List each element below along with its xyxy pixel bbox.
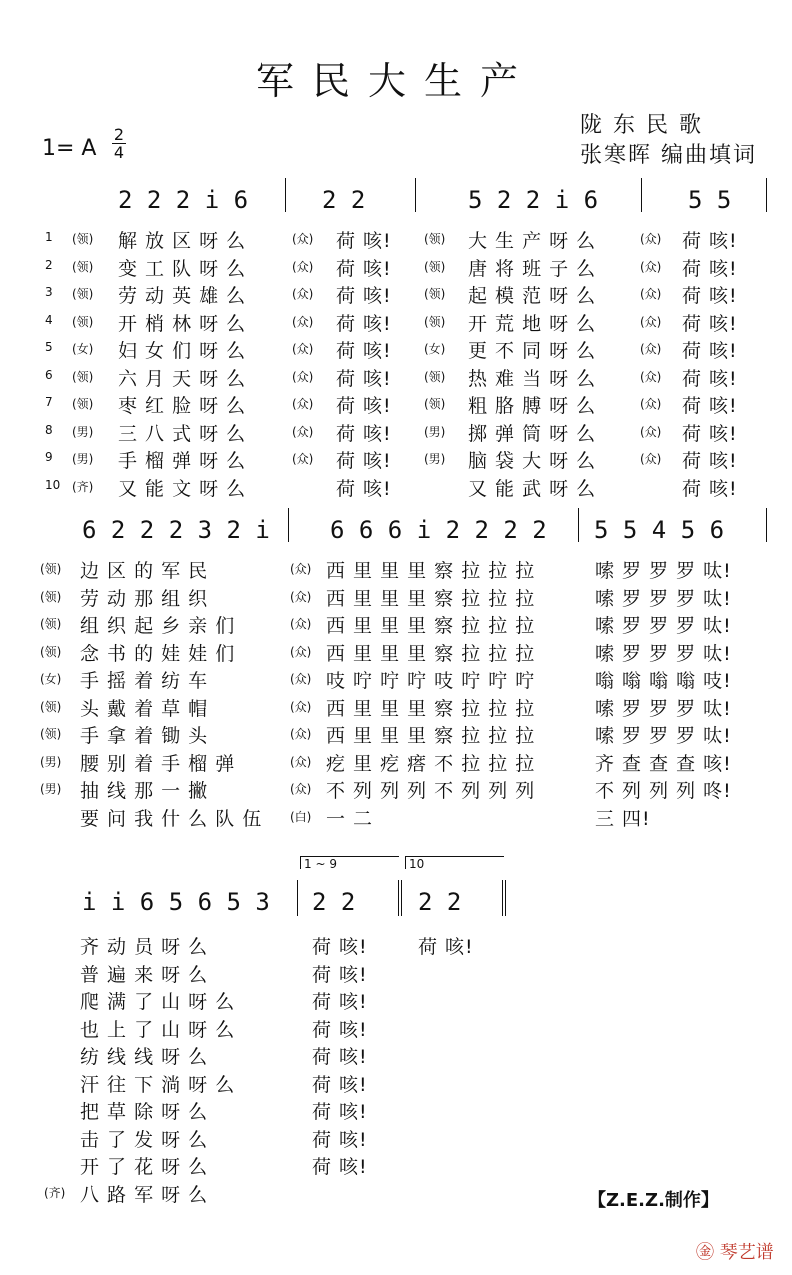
lyric-phrase: 荷 咳! xyxy=(336,395,392,417)
verse-number: 7 xyxy=(45,395,53,409)
role-label: (齐) xyxy=(44,1185,66,1200)
time-signature xyxy=(112,126,126,161)
lyric-phrase: 解 放 区 呀 么 xyxy=(118,230,247,252)
role-label: (众) xyxy=(292,314,314,329)
lyric-phrase: 更 不 同 呀 么 xyxy=(468,340,597,362)
lyric-phrase: 抽 线 那 一 撇 xyxy=(80,780,209,802)
lyric-phrase: 西 里 里 里 察 拉 拉 拉 xyxy=(326,642,536,665)
verse-number: 3 xyxy=(45,285,53,299)
lyric-phrase: 荷 咳! xyxy=(682,477,738,500)
lyric-phrase: 要 问 我 什 么 队 伍 xyxy=(80,807,263,830)
time-signature-bottom: 4 xyxy=(113,143,125,162)
lyric-phrase: 粗 胳 膊 呀 么 xyxy=(468,395,597,417)
repeat-bar xyxy=(398,880,399,916)
lyric-phrase: 边 区 的 军 民 xyxy=(80,560,209,582)
note-group: 2 2 2 i 6 xyxy=(118,186,249,214)
lyric-phrase: 掷 弹 筒 呀 么 xyxy=(468,422,597,445)
bar-line xyxy=(288,508,289,542)
role-label: (众) xyxy=(640,314,662,329)
volta-bracket-1: 1 ~ 9 xyxy=(300,856,399,869)
role-label: (众) xyxy=(290,782,312,796)
role-label: (女) xyxy=(72,342,94,356)
role-label: (男) xyxy=(40,754,62,769)
lyric-phrase: 唐 将 班 子 么 xyxy=(468,257,597,280)
verse-number: 5 xyxy=(45,340,53,354)
lyric-phrase: 西 里 里 里 察 拉 拉 拉 xyxy=(326,560,536,582)
lyric-phrase: 荷 咳! xyxy=(312,991,368,1013)
note-group: 2 2 xyxy=(312,888,356,916)
note-group: 2 2 xyxy=(322,186,366,214)
lyric-phrase: 嗦 罗 罗 罗 呔! xyxy=(595,615,732,637)
role-label: (男) xyxy=(72,452,94,466)
lyric-phrase: 齐 动 员 呀 么 xyxy=(80,936,209,958)
bar-line xyxy=(285,178,286,212)
role-label: (众) xyxy=(292,424,314,439)
role-label: (领) xyxy=(40,699,62,714)
role-label: (众) xyxy=(292,397,314,411)
verse-number: 1 xyxy=(45,230,53,244)
lyric-phrase: 荷 咳! xyxy=(312,1073,368,1096)
role-label: (领) xyxy=(72,369,94,384)
note-group: 5 2 2 i 6 xyxy=(468,186,599,214)
role-label: (领) xyxy=(424,259,446,274)
lyric-phrase: 荷 咳! xyxy=(312,1101,368,1123)
role-label: (领) xyxy=(40,727,62,741)
lyric-phrase: 荷 咳! xyxy=(312,963,368,986)
lyric-phrase: 荷 咳! xyxy=(682,422,738,445)
note-group: 6 6 6 i 2 2 2 2 xyxy=(330,516,547,544)
lyric-phrase: 又 能 文 呀 么 xyxy=(118,477,247,500)
verse-number: 10 xyxy=(45,477,61,492)
note-group: i i 6 5 6 5 3 xyxy=(82,888,270,916)
lyric-phrase: 三 四! xyxy=(595,807,651,830)
lyric-phrase: 变 工 队 呀 么 xyxy=(118,257,247,280)
lyric-phrase: 荷 咳! xyxy=(336,477,392,500)
role-label: (领) xyxy=(424,314,446,329)
role-label: (众) xyxy=(640,452,662,466)
role-label: (众) xyxy=(640,259,662,274)
lyric-phrase: 念 书 的 娃 娃 们 xyxy=(80,642,236,665)
role-label: (众) xyxy=(290,672,312,686)
lyric-phrase: 荷 咳! xyxy=(682,257,738,280)
lyric-phrase: 八 路 军 呀 么 xyxy=(80,1183,209,1206)
lyric-phrase: 大 生 产 呀 么 xyxy=(468,230,597,252)
role-label: (众) xyxy=(292,287,314,301)
lyric-phrase: 热 难 当 呀 么 xyxy=(468,367,597,390)
role-label: (众) xyxy=(290,644,312,659)
bar-line xyxy=(415,178,416,212)
role-label: (众) xyxy=(292,369,314,384)
repeat-bar xyxy=(401,880,402,916)
lyric-phrase: 荷 咳! xyxy=(682,450,738,472)
lyric-phrase: 荷 咳! xyxy=(336,340,392,362)
role-label: (领) xyxy=(72,232,94,246)
lyric-phrase: 荷 咳! xyxy=(682,395,738,417)
volta-bracket-2: 10 xyxy=(405,856,504,869)
lyric-phrase: 六 月 天 呀 么 xyxy=(118,367,247,390)
lyric-phrase: 开 荒 地 呀 么 xyxy=(468,312,597,335)
bar-line xyxy=(766,508,767,542)
lyric-phrase: 荷 咳! xyxy=(336,312,392,335)
lyric-phrase: 齐 查 查 查 咳! xyxy=(595,752,732,775)
lyric-phrase: 荷 咳! xyxy=(312,1046,368,1068)
role-label: (领) xyxy=(40,617,62,631)
role-label: (领) xyxy=(424,397,446,411)
role-label: (众) xyxy=(290,727,312,741)
lyric-phrase: 三 八 式 呀 么 xyxy=(118,422,247,445)
lyric-phrase: 开 了 花 呀 么 xyxy=(80,1156,209,1178)
role-label: (众) xyxy=(640,287,662,301)
lyric-phrase: 纺 线 线 呀 么 xyxy=(80,1046,209,1068)
role-label: (领) xyxy=(72,287,94,301)
lyric-phrase: 荷 咳! xyxy=(312,1018,368,1041)
note-group: 2 2 xyxy=(418,888,462,916)
role-label: (白) xyxy=(290,809,312,824)
maker-credit: 【Z.E.Z.制作】 xyxy=(588,1190,719,1211)
role-label: (众) xyxy=(290,562,312,576)
role-label: (领) xyxy=(72,259,94,274)
lyric-phrase: 腰 别 着 手 榴 弹 xyxy=(80,752,236,775)
role-label: (众) xyxy=(290,589,312,604)
lyric-phrase: 荷 咳! xyxy=(312,1128,368,1151)
lyric-phrase: 爬 满 了 山 呀 么 xyxy=(80,991,236,1013)
lyric-phrase: 嗡 嗡 嗡 嗡 吱! xyxy=(595,670,732,692)
lyric-phrase: 西 里 里 里 察 拉 拉 拉 xyxy=(326,725,536,747)
lyric-phrase: 荷 咳! xyxy=(682,340,738,362)
lyric-phrase: 荷 咳! xyxy=(336,257,392,280)
role-label: (领) xyxy=(72,397,94,411)
role-label: (男) xyxy=(72,424,94,439)
lyric-phrase: 劳 动 英 雄 么 xyxy=(118,285,247,307)
role-label: (众) xyxy=(292,342,314,356)
role-label: (齐) xyxy=(72,479,94,494)
lyric-phrase: 荷 咳! xyxy=(336,450,392,472)
lyric-phrase: 起 模 范 呀 么 xyxy=(468,285,597,307)
role-label: (领) xyxy=(40,644,62,659)
verse-number: 4 xyxy=(45,312,53,327)
lyric-phrase: 嗦 罗 罗 罗 呔! xyxy=(595,560,732,582)
lyric-phrase: 劳 动 那 组 织 xyxy=(80,587,209,610)
role-label: (女) xyxy=(424,342,446,356)
origin-label: 陇 东 民 歌 xyxy=(580,113,703,138)
role-label: (众) xyxy=(640,232,662,246)
bar-line xyxy=(641,178,642,212)
role-label: (男) xyxy=(424,452,446,466)
final-bar xyxy=(505,880,506,916)
role-label: (领) xyxy=(424,369,446,384)
lyric-phrase: 脑 袋 大 呀 么 xyxy=(468,450,597,472)
lyric-phrase: 荷 咳! xyxy=(418,936,474,958)
lyric-phrase: 组 织 起 乡 亲 们 xyxy=(80,615,236,637)
role-label: (众) xyxy=(640,369,662,384)
lyric-phrase: 普 遍 来 呀 么 xyxy=(80,963,209,986)
lyric-phrase: 把 草 除 呀 么 xyxy=(80,1101,209,1123)
bar-line xyxy=(297,880,298,916)
lyric-phrase: 吱 咛 咛 咛 吱 咛 咛 咛 xyxy=(326,670,536,692)
lyric-phrase: 荷 咳! xyxy=(682,285,738,307)
note-group: 6 2 2 2 3 2 i xyxy=(82,516,270,544)
note-group: 5 5 xyxy=(688,186,732,214)
lyric-phrase: 一 二 xyxy=(326,807,374,830)
role-label: (领) xyxy=(424,232,446,246)
lyric-phrase: 嗦 罗 罗 罗 呔! xyxy=(595,642,732,665)
note-group: 5 5 4 5 6 xyxy=(594,516,725,544)
role-label: (众) xyxy=(290,617,312,631)
key-signature: 1= A xyxy=(42,136,97,161)
lyric-phrase: 手 榴 弹 呀 么 xyxy=(118,450,247,472)
lyric-phrase: 荷 咳! xyxy=(682,312,738,335)
lyric-phrase: 嗦 罗 罗 罗 呔! xyxy=(595,587,732,610)
watermark-logo xyxy=(696,1238,774,1264)
role-label: (男) xyxy=(40,782,62,796)
verse-number: 8 xyxy=(45,422,53,437)
role-label: (众) xyxy=(292,259,314,274)
lyric-phrase: 西 里 里 里 察 拉 拉 拉 xyxy=(326,697,536,720)
lyric-phrase: 枣 红 脸 呀 么 xyxy=(118,395,247,417)
credit-label: 张寒晖 编曲填词 xyxy=(580,143,757,168)
verse-number: 6 xyxy=(45,367,53,382)
lyric-phrase: 西 里 里 里 察 拉 拉 拉 xyxy=(326,615,536,637)
bar-line xyxy=(766,178,767,212)
final-bar xyxy=(502,880,503,916)
logo-icon: ㊎ xyxy=(696,1242,720,1263)
lyric-phrase: 荷 咳! xyxy=(336,230,392,252)
role-label: (男) xyxy=(424,424,446,439)
bar-line xyxy=(578,508,579,542)
verse-number: 9 xyxy=(45,450,53,464)
role-label: (领) xyxy=(424,287,446,301)
lyric-phrase: 疙 里 疙 瘩 不 拉 拉 拉 xyxy=(326,752,536,775)
lyric-phrase: 手 拿 着 锄 头 xyxy=(80,725,209,747)
lyric-phrase: 荷 咳! xyxy=(312,936,368,958)
lyric-phrase: 荷 咳! xyxy=(682,230,738,252)
page-title: 军民大生产 xyxy=(255,59,536,103)
verse-number: 2 xyxy=(45,257,53,272)
lyric-phrase: 开 梢 林 呀 么 xyxy=(118,312,247,335)
lyric-phrase: 西 里 里 里 察 拉 拉 拉 xyxy=(326,587,536,610)
role-label: (众) xyxy=(292,452,314,466)
lyric-phrase: 荷 咳! xyxy=(682,367,738,390)
lyric-phrase: 不 列 列 列 不 列 列 列 xyxy=(326,780,536,802)
lyric-phrase: 也 上 了 山 呀 么 xyxy=(80,1018,236,1041)
lyric-phrase: 荷 咳! xyxy=(312,1156,368,1178)
role-label: (众) xyxy=(290,699,312,714)
lyric-phrase: 嗦 罗 罗 罗 呔! xyxy=(595,725,732,747)
role-label: (领) xyxy=(72,314,94,329)
lyric-phrase: 不 列 列 列 咚! xyxy=(595,780,732,802)
role-label: (领) xyxy=(40,562,62,576)
lyric-phrase: 头 戴 着 草 帽 xyxy=(80,697,209,720)
role-label: (众) xyxy=(290,754,312,769)
role-label: (领) xyxy=(40,589,62,604)
lyric-phrase: 妇 女 们 呀 么 xyxy=(118,340,247,362)
lyric-phrase: 手 摇 着 纺 车 xyxy=(80,670,209,692)
role-label: (众) xyxy=(640,342,662,356)
lyric-phrase: 汗 往 下 淌 呀 么 xyxy=(80,1073,236,1096)
time-signature-top: 2 xyxy=(113,125,125,144)
lyric-phrase: 荷 咳! xyxy=(336,367,392,390)
lyric-phrase: 击 了 发 呀 么 xyxy=(80,1128,209,1151)
lyric-phrase: 荷 咳! xyxy=(336,422,392,445)
lyric-phrase: 嗦 罗 罗 罗 呔! xyxy=(595,697,732,720)
role-label: (女) xyxy=(40,672,62,686)
lyric-phrase: 又 能 武 呀 么 xyxy=(468,477,597,500)
role-label: (众) xyxy=(292,232,314,246)
lyric-phrase: 荷 咳! xyxy=(336,285,392,307)
role-label: (众) xyxy=(640,424,662,439)
role-label: (众) xyxy=(640,397,662,411)
watermark-text: 琴艺谱 xyxy=(719,1242,774,1263)
